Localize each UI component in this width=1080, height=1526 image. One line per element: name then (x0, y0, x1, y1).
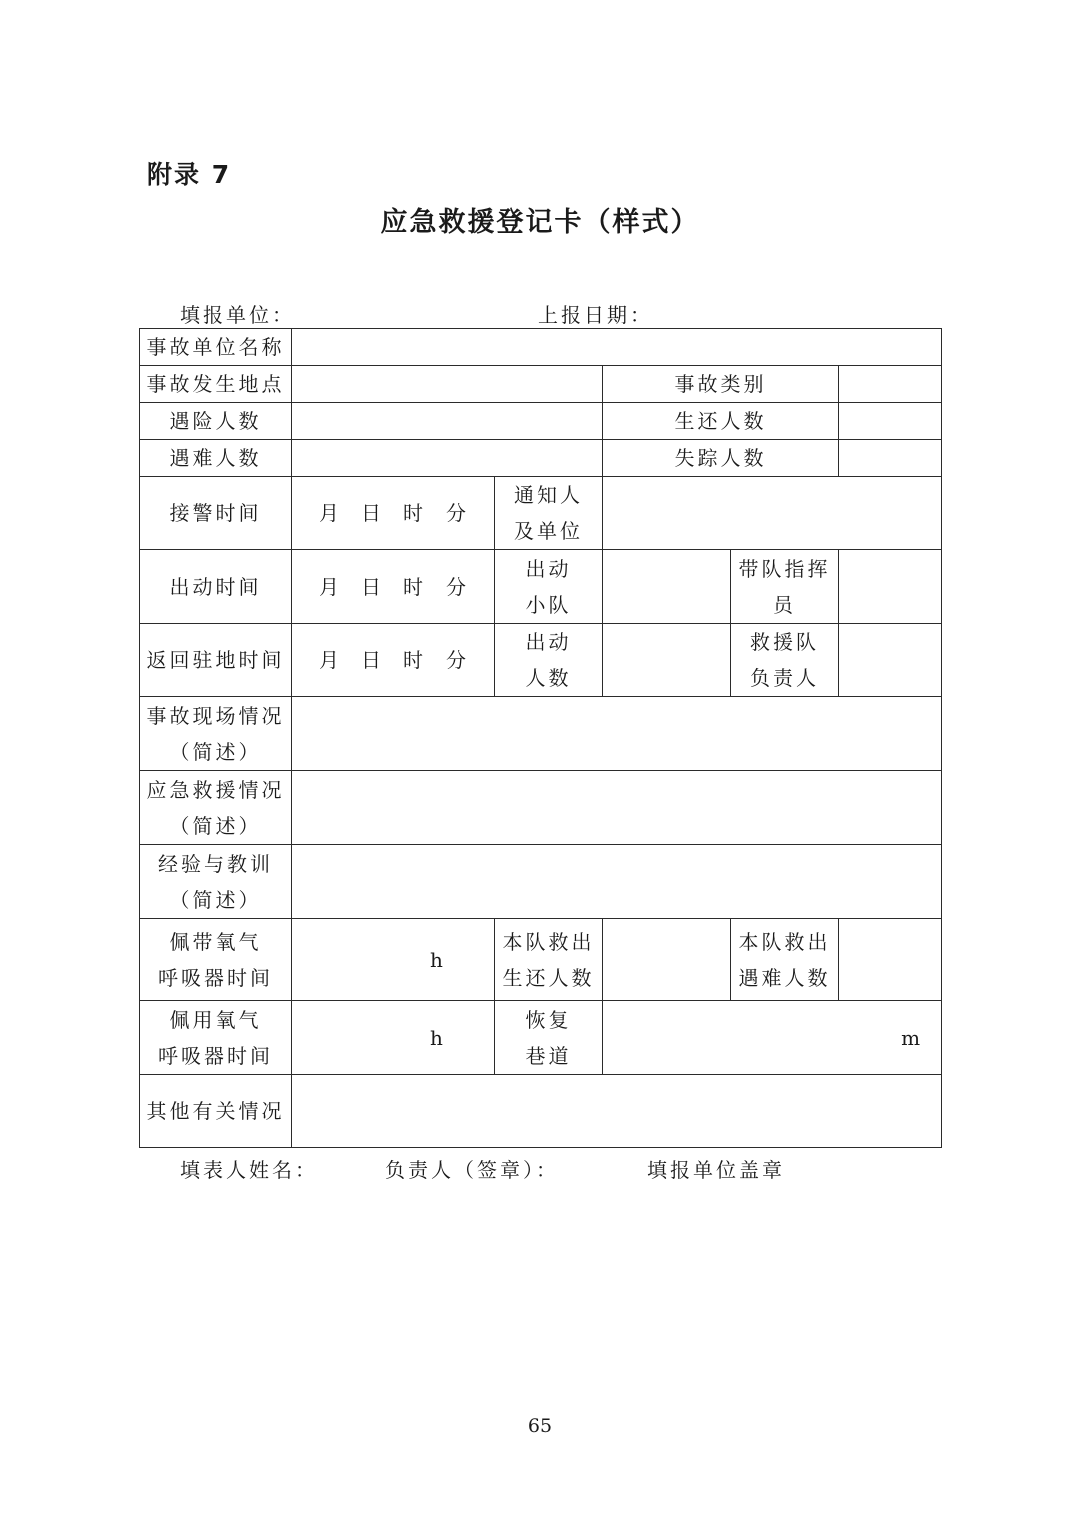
hour-unit: 时 (403, 574, 423, 599)
accident-location-label: 事故发生地点 (140, 366, 292, 403)
hours-unit: h (430, 1025, 446, 1050)
minute-unit: 分 (446, 648, 466, 672)
fatalities-label: 遇难人数 (140, 440, 292, 477)
lessons-field[interactable] (292, 845, 942, 919)
table-row (140, 1075, 942, 1148)
accident-unit-name-field[interactable] (292, 329, 942, 366)
month-unit: 月 (319, 501, 339, 525)
table-row (140, 329, 942, 366)
scene-situation-label: 事故现场情况 （简述） (140, 697, 292, 771)
oxygen-carry-label: 佩带氧气 呼吸器时间 (140, 919, 292, 1001)
other-info-label: 其他有关情况 (140, 1075, 292, 1148)
squad-leader-label: 带队指挥 员 (731, 550, 839, 624)
oxygen-use-field[interactable] (292, 1001, 495, 1075)
rescue-team-head-label: 救援队 负责人 (731, 624, 839, 697)
day-unit: 日 (361, 574, 381, 599)
accident-location-field[interactable] (292, 366, 603, 403)
rescue-team-head-field[interactable] (839, 624, 942, 697)
day-unit: 日 (361, 648, 381, 672)
accident-unit-name-label: 事故单位名称 (140, 329, 292, 366)
table-row (140, 403, 942, 440)
alarm-time-label: 接警时间 (140, 477, 292, 550)
other-info-field[interactable] (292, 1075, 942, 1148)
alarm-time-field[interactable] (292, 477, 495, 550)
report-date-label: 上报日期： (538, 303, 653, 327)
minute-unit: 分 (446, 574, 466, 599)
page-number: 65 (527, 1415, 553, 1437)
missing-field[interactable] (839, 440, 942, 477)
dispatch-time-label: 出动时间 (140, 550, 292, 624)
fatalities-field[interactable] (292, 440, 603, 477)
meters-unit: m (901, 1025, 924, 1050)
return-time-label: 返回驻地时间 (140, 624, 292, 697)
notifier-field[interactable] (603, 477, 942, 550)
persons-in-danger-field[interactable] (292, 403, 603, 440)
persons-in-danger-label: 遇险人数 (140, 403, 292, 440)
rescue-registration-form (139, 328, 942, 1148)
month-unit: 月 (319, 648, 339, 672)
reporting-unit-label: 填报单位： (180, 303, 295, 327)
appendix-label: 附录 7 (147, 160, 232, 189)
unit-seal-label: 填报单位盖章 (647, 1158, 785, 1182)
dispatch-squad-field[interactable] (603, 550, 731, 624)
person-in-charge-label: 负责人（签章）： (385, 1158, 559, 1182)
survivors-field[interactable] (839, 403, 942, 440)
table-row (140, 440, 942, 477)
dispatch-squad-label: 出动 小队 (495, 550, 603, 624)
dispatch-time-field[interactable] (292, 550, 495, 624)
squad-leader-field[interactable] (839, 550, 942, 624)
hour-unit: 时 (403, 648, 423, 672)
accident-category-field[interactable] (839, 366, 942, 403)
table-row (140, 477, 942, 550)
table-row (140, 550, 942, 624)
oxygen-carry-field[interactable] (292, 919, 495, 1001)
dispatch-personnel-field[interactable] (603, 624, 731, 697)
oxygen-use-label: 佩用氧气 呼吸器时间 (140, 1001, 292, 1075)
lessons-label: 经验与教训 （简述） (140, 845, 292, 919)
return-time-field[interactable] (292, 624, 495, 697)
accident-category-label: 事故类别 (603, 366, 839, 403)
rescue-situation-label: 应急救援情况 （简述） (140, 771, 292, 845)
table-row (140, 771, 942, 845)
document-title: 应急救援登记卡（样式） (380, 207, 700, 238)
filler-name-label: 填表人姓名： (180, 1158, 318, 1182)
hours-unit: h (430, 947, 446, 972)
table-row (140, 697, 942, 771)
missing-label: 失踪人数 (603, 440, 839, 477)
minute-unit: 分 (446, 501, 466, 525)
rescued-fatalities-label: 本队救出 遇难人数 (731, 919, 839, 1001)
day-unit: 日 (361, 501, 381, 525)
table-row (140, 1001, 942, 1075)
survivors-label: 生还人数 (603, 403, 839, 440)
restored-roadway-label: 恢复 巷道 (495, 1001, 603, 1075)
rescued-fatalities-field[interactable] (839, 919, 942, 1001)
month-unit: 月 (319, 574, 339, 599)
dispatch-personnel-label: 出动 人数 (495, 624, 603, 697)
table-row (140, 845, 942, 919)
rescue-situation-field[interactable] (292, 771, 942, 845)
notifier-label: 通知人 及单位 (495, 477, 603, 550)
table-row (140, 624, 942, 697)
rescued-survivors-label: 本队救出 生还人数 (495, 919, 603, 1001)
restored-roadway-field[interactable] (603, 1001, 942, 1075)
scene-situation-field[interactable] (292, 697, 942, 771)
rescued-survivors-field[interactable] (603, 919, 731, 1001)
table-row (140, 919, 942, 1001)
hour-unit: 时 (403, 501, 423, 525)
table-row (140, 366, 942, 403)
